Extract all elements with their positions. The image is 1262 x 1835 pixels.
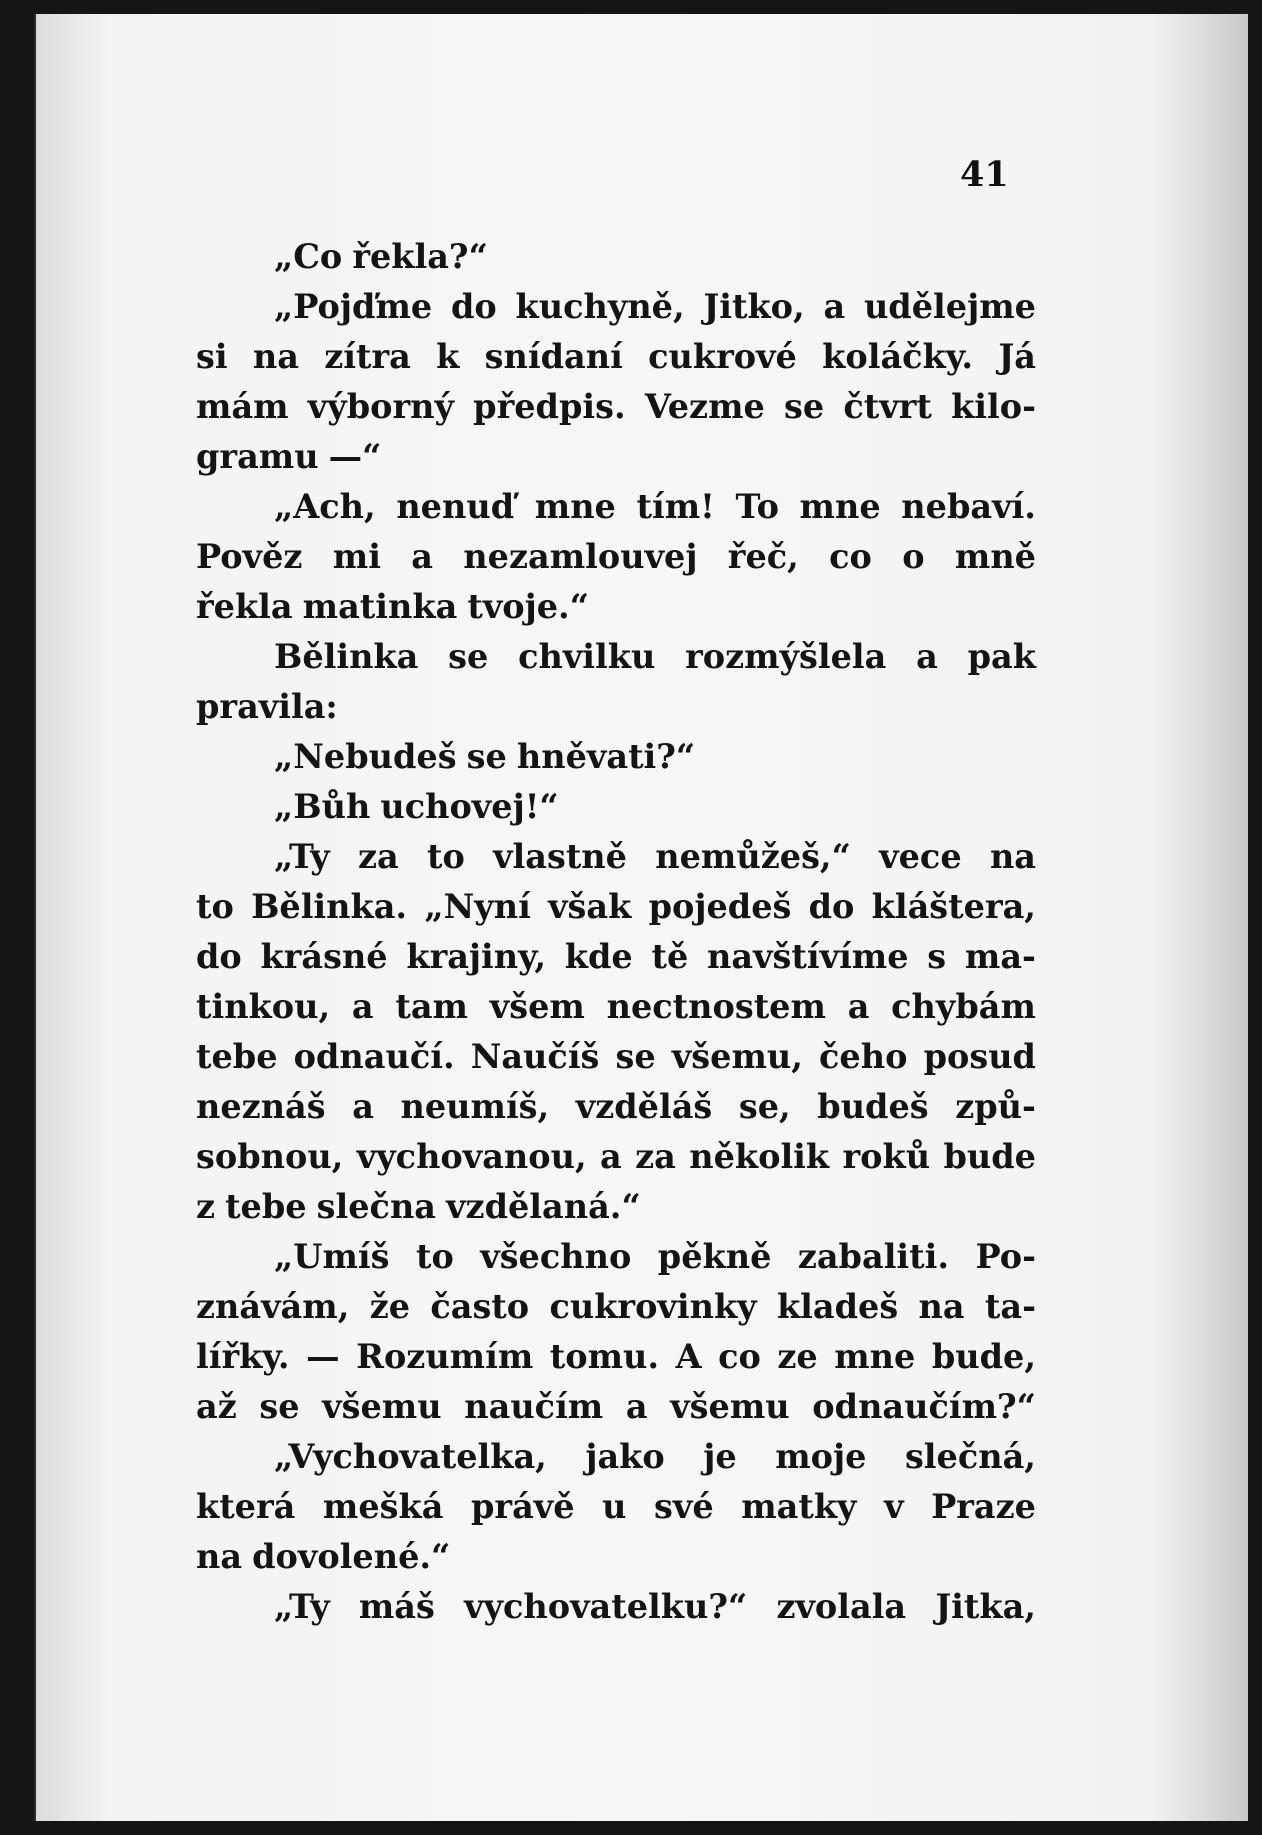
text-line xyxy=(196,432,1036,482)
word: matinka xyxy=(302,587,458,626)
word: a xyxy=(351,987,374,1026)
word: cukrovinky xyxy=(549,1287,757,1326)
word: vzdělaná.“ xyxy=(446,1187,641,1226)
word: tebe xyxy=(196,1037,278,1076)
word: naučím xyxy=(464,1387,604,1426)
word: vychovanou, xyxy=(356,1137,587,1176)
word: všemu xyxy=(670,1387,790,1426)
word: bude, xyxy=(931,1337,1036,1376)
word: nectnostem xyxy=(606,987,826,1026)
word: Praze xyxy=(931,1487,1036,1526)
word: rozmýšlela xyxy=(685,637,887,676)
word: znávám, xyxy=(196,1287,350,1326)
word: Jitka, xyxy=(935,1587,1036,1626)
word: často xyxy=(430,1287,530,1326)
word: chvilku xyxy=(518,637,656,676)
word: u xyxy=(602,1487,627,1526)
word: „Bůh xyxy=(274,787,371,826)
word: vzděláš xyxy=(575,1087,713,1126)
word: Já xyxy=(998,337,1036,376)
word: k xyxy=(436,337,460,376)
text-line xyxy=(196,682,1036,732)
word: všemu xyxy=(322,1387,442,1426)
text-line xyxy=(196,532,1036,582)
word: slečná, xyxy=(904,1437,1036,1476)
word: neumíš, xyxy=(400,1087,550,1126)
word: odnaučím?“ xyxy=(812,1387,1036,1426)
word: zvolala xyxy=(776,1587,907,1626)
word: výborný xyxy=(307,387,454,426)
word: která xyxy=(196,1487,296,1526)
word: vlastně xyxy=(493,837,627,876)
text-line xyxy=(196,832,1036,882)
word: „Pojďme xyxy=(274,287,433,326)
word: máš xyxy=(358,1587,435,1626)
word: předpis. xyxy=(473,387,626,426)
word: čeho xyxy=(819,1037,908,1076)
word: pak xyxy=(967,637,1036,676)
word: Po- xyxy=(975,1237,1036,1276)
word: právě xyxy=(471,1487,575,1526)
word: na xyxy=(252,337,299,376)
word: ze xyxy=(777,1337,818,1376)
word: o xyxy=(902,537,925,576)
page-text xyxy=(196,232,1036,1632)
word: „Ty xyxy=(274,837,330,876)
word: snídaní xyxy=(484,337,623,376)
text-line xyxy=(196,382,1036,432)
word: Bělinka. xyxy=(251,887,408,926)
book-page xyxy=(34,14,1248,1821)
word: své xyxy=(654,1487,714,1526)
word: do xyxy=(808,887,855,926)
word: je xyxy=(703,1437,737,1476)
word: To xyxy=(735,487,779,526)
word: slečna xyxy=(316,1187,437,1226)
word: ta- xyxy=(984,1287,1036,1326)
text-line xyxy=(196,782,1036,832)
word: řekla xyxy=(196,587,293,626)
word: způ- xyxy=(955,1087,1036,1126)
word: gramu xyxy=(196,437,319,476)
word: nezamlouvej xyxy=(463,537,698,576)
word: kladeš xyxy=(776,1287,899,1326)
word: Rozumím xyxy=(356,1337,534,1376)
word: se xyxy=(448,637,489,676)
word: kilo- xyxy=(951,387,1036,426)
word: Naučíš xyxy=(470,1037,600,1076)
word: se xyxy=(784,387,825,426)
word: a xyxy=(823,287,846,326)
word: kuchyně, xyxy=(515,287,685,326)
word: mne xyxy=(534,487,616,526)
word: tinkou, xyxy=(196,987,331,1026)
text-line xyxy=(196,582,1036,632)
word: Pověz xyxy=(196,537,303,576)
word: hněvati?“ xyxy=(516,737,696,776)
word: bude xyxy=(943,1137,1036,1176)
text-line xyxy=(196,1582,1036,1632)
word: nenuď xyxy=(396,487,515,526)
word: budeš xyxy=(817,1087,929,1126)
word: s xyxy=(927,937,947,976)
word: nemůžeš,“ xyxy=(655,837,851,876)
word: za xyxy=(635,1137,676,1176)
word: mne xyxy=(834,1337,916,1376)
text-line xyxy=(196,932,1036,982)
word: několik xyxy=(689,1137,830,1176)
word: a xyxy=(411,537,433,576)
text-line xyxy=(196,1132,1036,1182)
word: vece xyxy=(879,837,962,876)
text-line xyxy=(196,1432,1036,1482)
word: matky xyxy=(741,1487,857,1526)
word: tam xyxy=(395,987,468,1026)
word: uchovej!“ xyxy=(380,787,559,826)
word: do xyxy=(196,937,242,976)
word: tomu. xyxy=(549,1337,660,1376)
word: si xyxy=(196,337,228,376)
word: mám xyxy=(196,387,289,426)
word: mešká xyxy=(322,1487,444,1526)
word: Jitko, xyxy=(703,287,805,326)
word: roků xyxy=(842,1137,931,1176)
word: v xyxy=(884,1487,904,1526)
word: lířky. xyxy=(196,1337,290,1376)
word: krásné xyxy=(260,937,388,976)
word: dovolené.“ xyxy=(252,1537,451,1576)
word: „Vychovatelka, xyxy=(274,1437,547,1476)
word: zítra xyxy=(324,337,411,376)
word: mně xyxy=(954,537,1036,576)
word: A xyxy=(675,1337,702,1376)
text-line xyxy=(196,632,1036,682)
word: „Co xyxy=(274,237,343,276)
word: pravila: xyxy=(196,687,338,726)
word: sobnou, xyxy=(196,1137,344,1176)
word: se xyxy=(615,1037,656,1076)
text-line xyxy=(196,1482,1036,1532)
text-line xyxy=(196,282,1036,332)
word: kláštera, xyxy=(871,887,1036,926)
word: „Ach, xyxy=(274,487,376,526)
word: řeč, xyxy=(727,537,799,576)
word: až xyxy=(196,1387,237,1426)
word: a xyxy=(600,1137,622,1176)
word: nebaví. xyxy=(901,487,1036,526)
word: ma- xyxy=(964,937,1036,976)
word: a xyxy=(847,987,870,1026)
word: pěkně xyxy=(657,1237,772,1276)
text-line xyxy=(196,1182,1036,1232)
word: krajiny, xyxy=(406,937,547,976)
word: všechno xyxy=(480,1237,632,1276)
word: posud xyxy=(923,1037,1036,1076)
text-line xyxy=(196,882,1036,932)
text-line xyxy=(196,1082,1036,1132)
word: na xyxy=(989,837,1036,876)
word: všem xyxy=(489,987,585,1026)
word: moje xyxy=(775,1437,867,1476)
word: pojedeš xyxy=(648,887,792,926)
word: a xyxy=(352,1087,374,1126)
word: Bělinka xyxy=(274,637,419,676)
text-line xyxy=(196,1032,1036,1082)
word: tebe xyxy=(225,1187,307,1226)
word: a xyxy=(625,1387,648,1426)
text-line xyxy=(196,482,1036,532)
word: z xyxy=(196,1187,216,1226)
word: co xyxy=(718,1337,761,1376)
word: a xyxy=(916,637,938,676)
word: řekla?“ xyxy=(352,237,488,276)
word: se xyxy=(466,737,507,776)
word: však xyxy=(548,887,632,926)
word: odnaučí. xyxy=(293,1037,455,1076)
word: že xyxy=(369,1287,411,1326)
text-line xyxy=(196,232,1036,282)
word: tím! xyxy=(636,487,715,526)
word: mne xyxy=(799,487,881,526)
text-line xyxy=(196,1332,1036,1382)
text-line xyxy=(196,1532,1036,1582)
word: „Umíš xyxy=(274,1237,390,1276)
word: kde xyxy=(564,937,633,976)
word: —“ xyxy=(328,437,382,476)
word: se, xyxy=(738,1087,791,1126)
word: vychovatelku?“ xyxy=(464,1587,748,1626)
word: „Nyní xyxy=(424,887,531,926)
word: to xyxy=(196,887,234,926)
word: to xyxy=(415,1237,454,1276)
word: mi xyxy=(332,537,381,576)
word: „Ty xyxy=(274,1587,330,1626)
text-line xyxy=(196,332,1036,382)
word: neznáš xyxy=(196,1087,326,1126)
text-line xyxy=(196,732,1036,782)
word: Vezme xyxy=(644,387,765,426)
word: chybám xyxy=(891,987,1036,1026)
word: za xyxy=(357,837,399,876)
word: udělejme xyxy=(863,287,1036,326)
word: navštívíme xyxy=(707,937,909,976)
page-number: 41 xyxy=(960,154,1009,195)
word: — xyxy=(306,1337,340,1376)
text-line xyxy=(196,1382,1036,1432)
word: jako xyxy=(585,1437,665,1476)
word: to xyxy=(426,837,465,876)
word: co xyxy=(829,537,872,576)
word: do xyxy=(450,287,497,326)
word: na xyxy=(918,1287,965,1326)
word: „Nebudeš xyxy=(274,737,457,776)
word: tě xyxy=(651,937,689,976)
text-line xyxy=(196,1232,1036,1282)
word: koláčky. xyxy=(822,337,974,376)
text-line xyxy=(196,1282,1036,1332)
word: všemu, xyxy=(671,1037,803,1076)
word: čtvrt xyxy=(843,387,932,426)
word: zabaliti. xyxy=(797,1237,950,1276)
word: se xyxy=(259,1387,300,1426)
word: tvoje.“ xyxy=(467,587,589,626)
word: na xyxy=(196,1537,243,1576)
word: cukrové xyxy=(648,337,797,376)
text-line xyxy=(196,982,1036,1032)
